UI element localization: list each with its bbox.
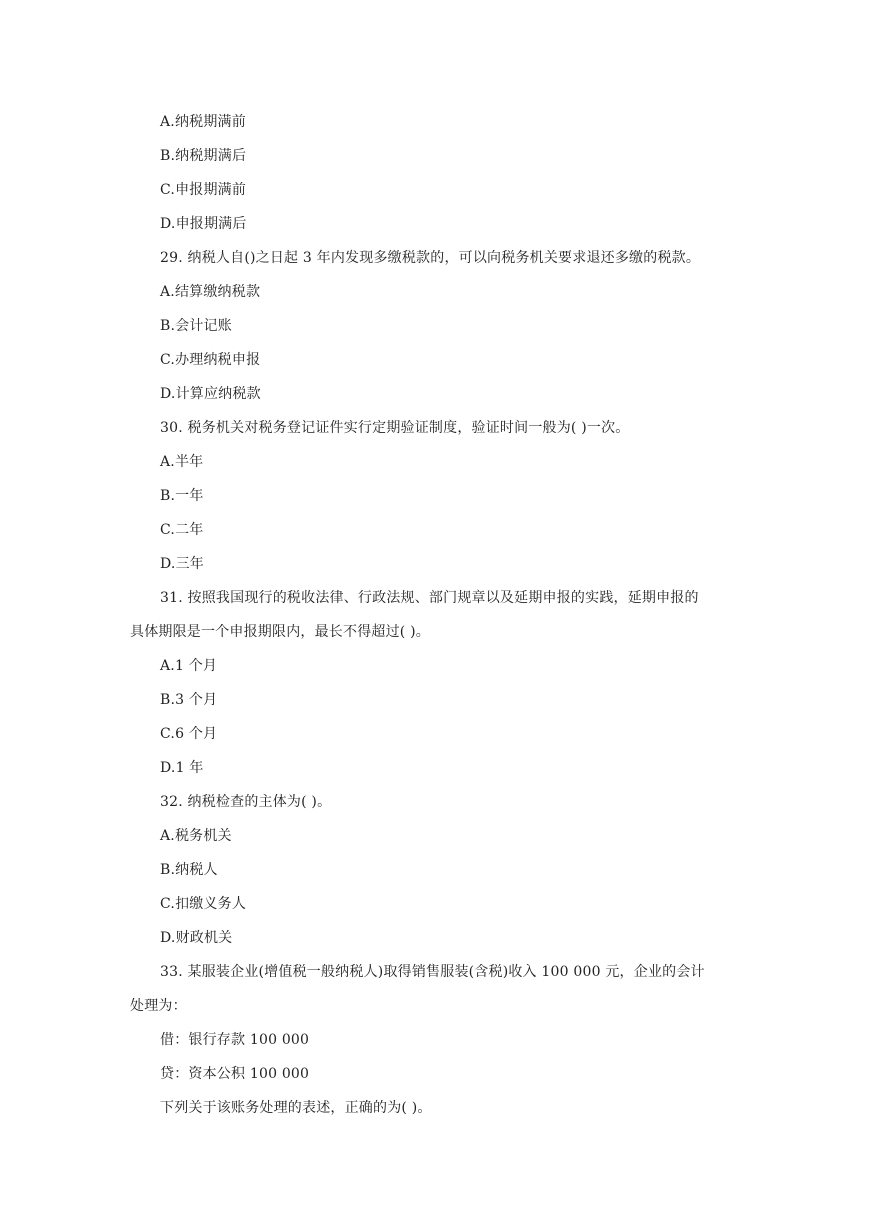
option-b-q31: B.3 个月 — [160, 692, 218, 708]
option-d-q28: D.申报期满后 — [160, 216, 247, 232]
option-d-q29: D.计算应纳税款 — [160, 386, 261, 402]
question-29: 29. 纳税人自()之日起 3 年内发现多缴税款的，可以向税务机关要求退还多缴的税款。 — [160, 250, 701, 266]
journal-debit-entry: 借：银行存款 100 000 — [160, 1032, 310, 1048]
question-31-continued: 具体期限是一个申报期限内，最长不得超过( )。 — [130, 624, 430, 640]
option-a-q29: A.结算缴纳税款 — [160, 284, 261, 300]
option-b-q29: B.会计记账 — [160, 318, 232, 334]
option-c-q30: C.二年 — [160, 522, 204, 538]
question-32: 32. 纳税检查的主体为( )。 — [160, 794, 332, 810]
option-d-q31: D.1 年 — [160, 760, 204, 776]
option-c-q31: C.6 个月 — [160, 726, 218, 742]
option-b-q32: B.纳税人 — [160, 862, 218, 878]
question-31: 31. 按照我国现行的税收法律、行政法规、部门规章以及延期申报的实践，延期申报的 — [160, 590, 699, 606]
option-a-q28: A.纳税期满前 — [160, 114, 246, 130]
option-c-q32: C.扣缴义务人 — [160, 896, 247, 912]
option-a-q31: A.1 个月 — [160, 658, 218, 674]
option-d-q30: D.三年 — [160, 556, 204, 572]
option-d-q32: D.财政机关 — [160, 930, 233, 946]
option-a-q30: A.半年 — [160, 454, 204, 470]
question-33-prompt: 下列关于该账务处理的表述，正确的为( )。 — [160, 1100, 432, 1116]
option-b-q28: B.纳税期满后 — [160, 148, 247, 164]
option-a-q32: A.税务机关 — [160, 828, 232, 844]
question-33: 33. 某服装企业(增值税一般纳税人)取得销售服装(含税)收入 100 000 元，企业的会计 — [160, 964, 705, 980]
option-c-q28: C.申报期满前 — [160, 182, 247, 198]
question-33-continued: 处理为： — [130, 998, 187, 1014]
option-c-q29: C.办理纳税申报 — [160, 352, 261, 368]
option-b-q30: B.一年 — [160, 488, 204, 504]
question-30: 30. 税务机关对税务登记证件实行定期验证制度，验证时间一般为( )一次。 — [160, 420, 630, 436]
journal-credit-entry: 贷：资本公积 100 000 — [160, 1066, 310, 1082]
